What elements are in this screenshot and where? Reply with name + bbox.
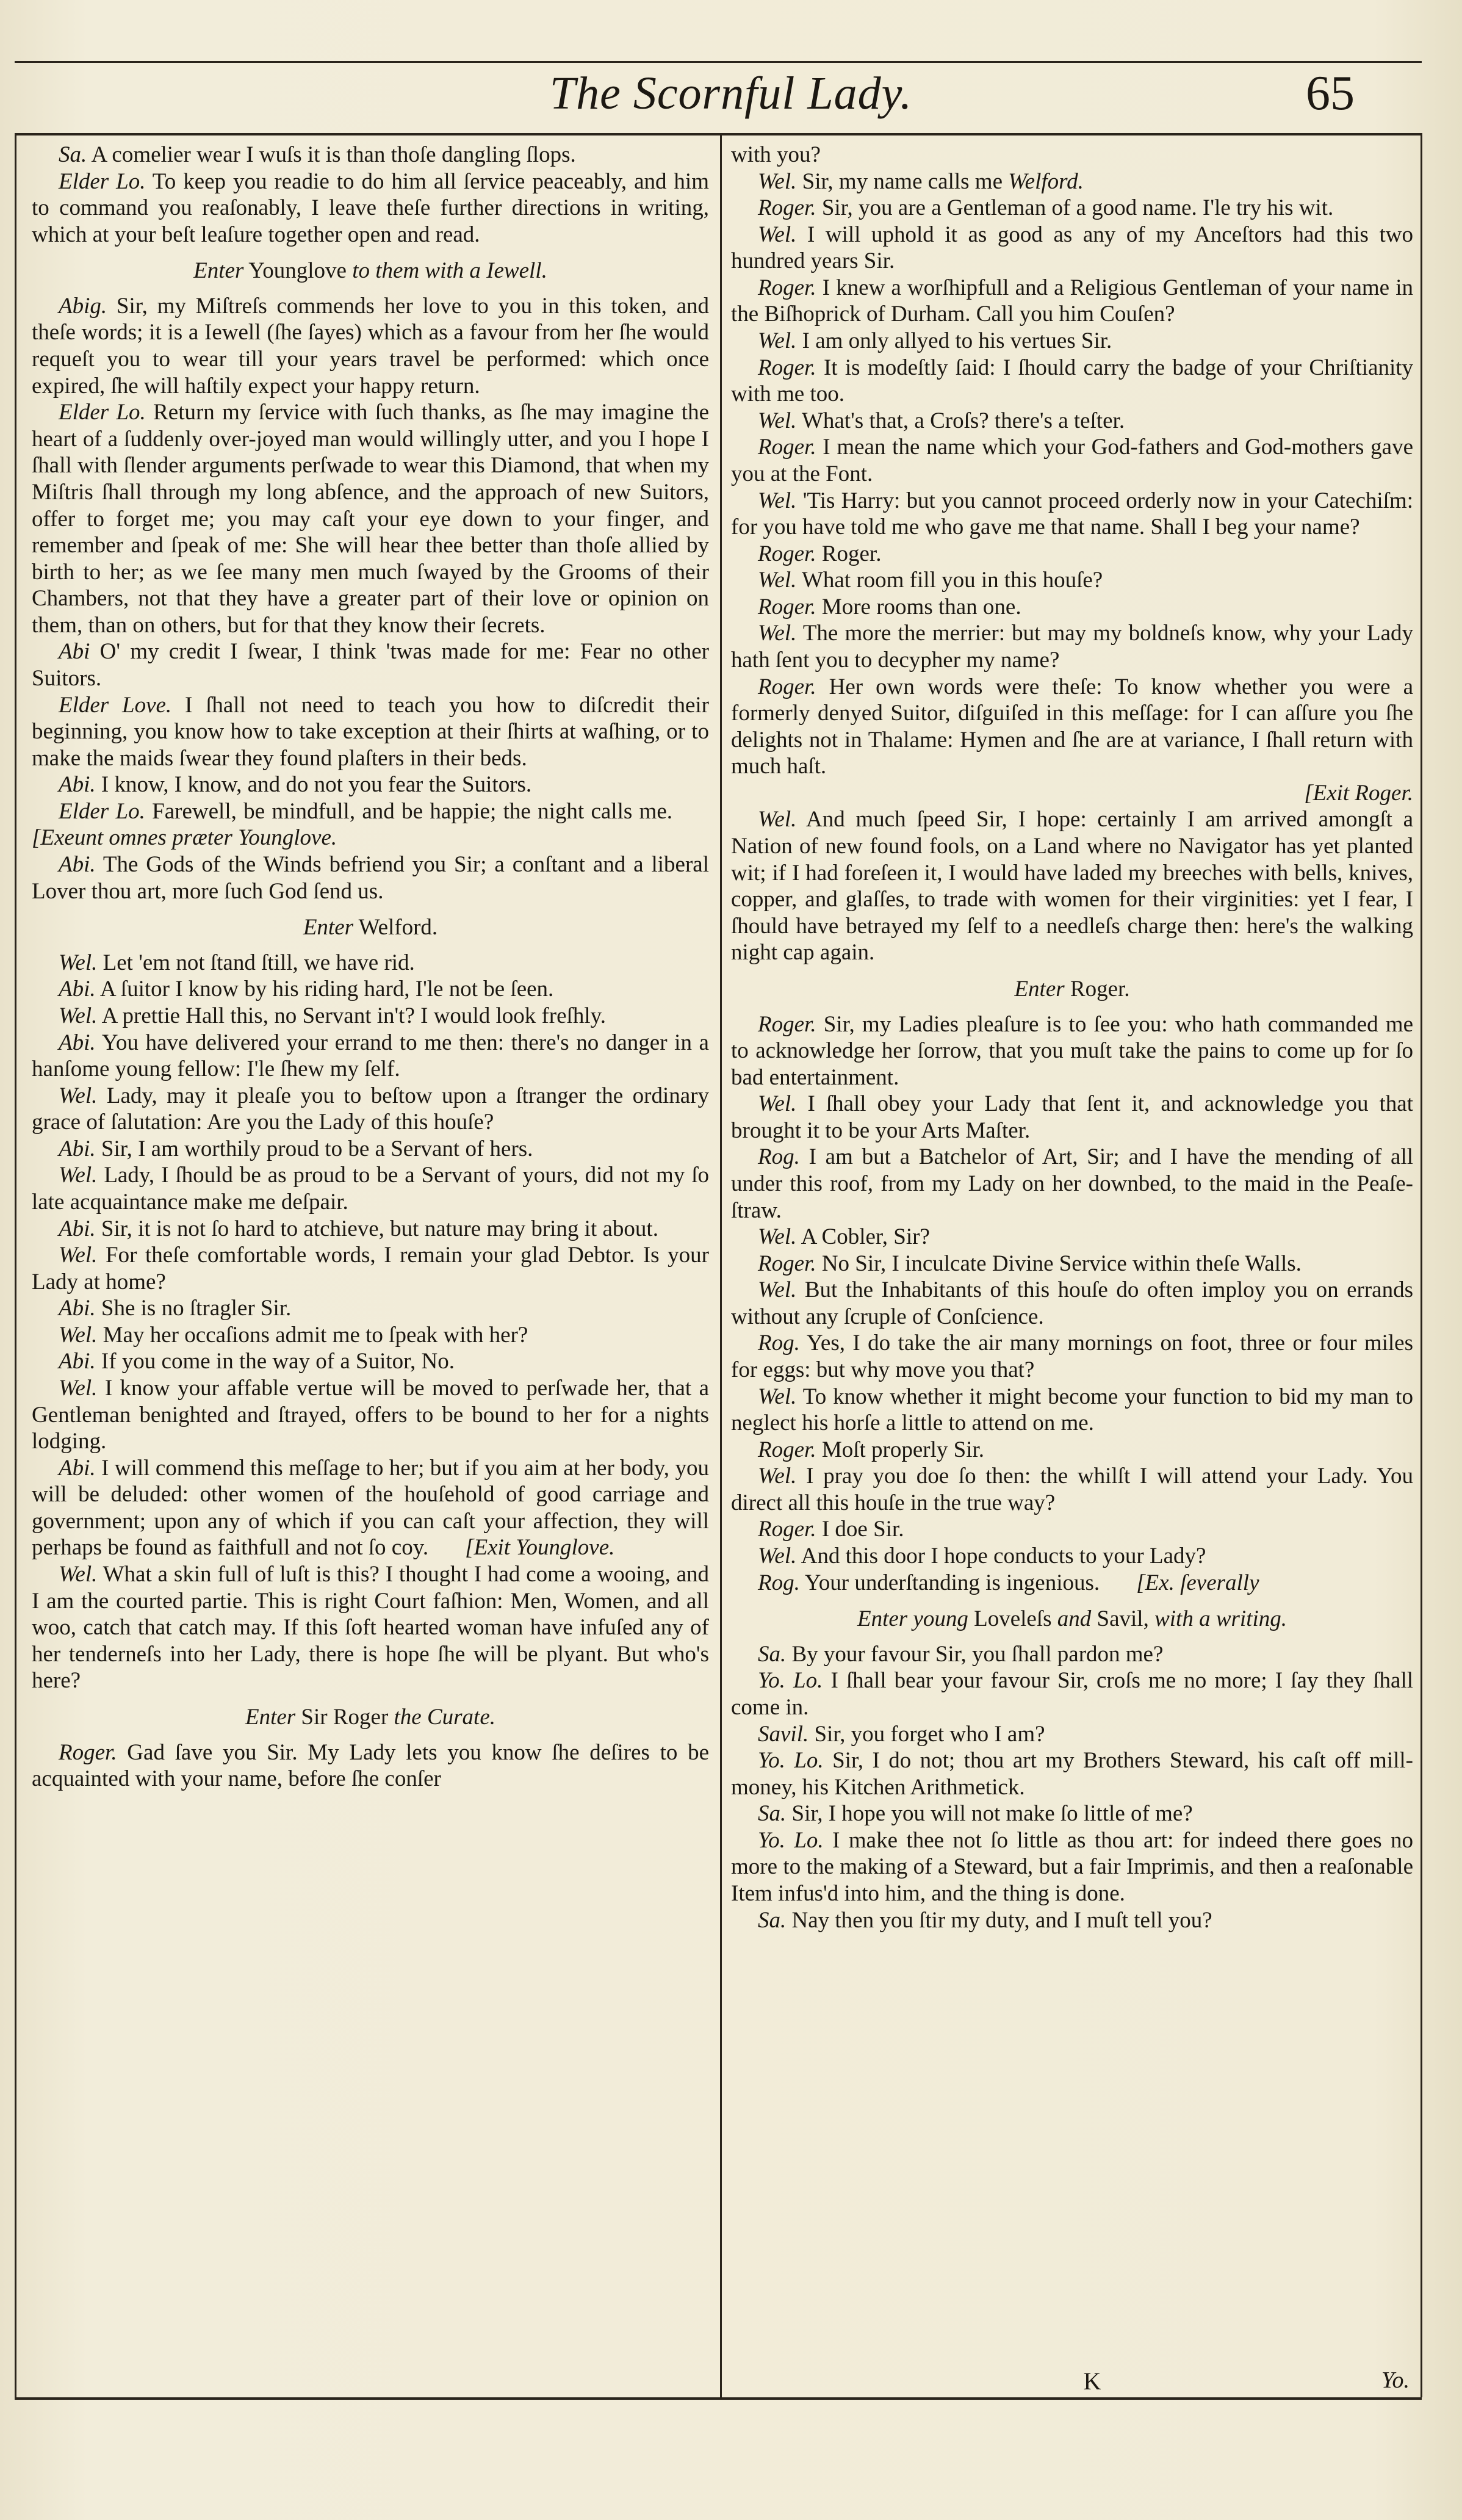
speech <box>731 674 1413 780</box>
speech <box>731 567 1413 594</box>
speaker-name: Rog. <box>758 1144 800 1170</box>
speaker-name: Wel. <box>758 1543 797 1569</box>
speech <box>731 168 1413 195</box>
speaker-name: Wel. <box>758 1224 797 1250</box>
speaker-name: Abi <box>59 639 90 665</box>
speech <box>731 1516 1413 1543</box>
speech-text: Sir, you are a Gentleman of a good name. I'le try his wit. <box>821 195 1334 221</box>
speaker-name: Sa. <box>59 142 87 167</box>
speech <box>731 1543 1413 1570</box>
speech-text: Sir, you forget who I am? <box>814 1721 1045 1747</box>
speaker-name: Savil. <box>758 1721 809 1747</box>
speech-text: Farewell, be mindfull, and be happie; the night calls me. <box>152 798 673 824</box>
speaker-name: Wel. <box>59 1322 98 1348</box>
speech <box>731 620 1413 673</box>
speech-text: I ſhall bear your favour Sir, croſs me no more; I ſay they ſhall come in. <box>731 1668 1413 1720</box>
speech <box>32 851 709 904</box>
speech-text: Yes, I do take the air many mornings on foot, three or four miles for eggs: but why move you that? <box>731 1330 1413 1383</box>
right-text-column <box>731 142 1413 2400</box>
speech-text: I knew a worſhipfull and a Religious Gentleman of your name in the Biſhoprick of Durham. Call you him Couſen? <box>731 275 1413 327</box>
speech <box>32 1083 709 1136</box>
speech <box>32 1030 709 1083</box>
speech-text: Sir, it is not ſo hard to atchieve, but nature may bring it about. <box>101 1216 658 1241</box>
speech-text: The more the merrier: but may my boldneſs know, why your Lady hath ſent you to decypher my name? <box>731 621 1413 673</box>
speech <box>731 1747 1413 1800</box>
speaker-name: Wel. <box>59 1163 98 1188</box>
speaker-name: Roger. <box>758 1437 816 1462</box>
speech <box>731 1224 1413 1251</box>
stage-direction-word: the Curate. <box>394 1704 496 1730</box>
header-rule <box>15 133 1422 135</box>
speaker-name: Sa. <box>758 1641 787 1667</box>
speech <box>32 1739 709 1793</box>
speech-text: Sir, my name calls me <box>802 168 1003 194</box>
speech <box>731 408 1413 435</box>
speech <box>731 222 1413 275</box>
speech <box>731 1827 1413 1907</box>
exit-direction <box>731 780 1413 807</box>
speech-text: By your favour Sir, you ſhall pardon me? <box>791 1641 1164 1667</box>
speech <box>32 1136 709 1163</box>
speaker-name: Abi. <box>59 1216 96 1241</box>
speech <box>32 1003 709 1030</box>
stage-direction <box>32 1704 709 1731</box>
character-name: Sir Roger <box>301 1704 389 1730</box>
speech-text: Nay then you ſtir my duty, and I muſt tell you? <box>791 1907 1212 1933</box>
speech <box>32 976 709 1003</box>
speaker-name: Wel. <box>758 1464 797 1489</box>
speech-continuation <box>731 142 1413 168</box>
speech-text: The Gods of the Winds befriend you Sir; a conſtant and a liberal Lover thou art, more ſuch God ſend us. <box>32 852 709 904</box>
speaker-name: Wel. <box>758 1384 797 1409</box>
speaker-name: Wel. <box>59 950 98 975</box>
speech-text: What a skin full of luſt is this? I thought I had come a wooing, and I am the courted partie. This is right Court faſhion: Men, Women, and all woo, catch that catch may. If this ſoft hearted woman have infuſed any of her tenderneſs into her Lady, there is hope ſhe will be plyant. But who's here? <box>32 1562 709 1694</box>
speech-text: But the Inhabitants of this houſe do often imploy you on errands without any ſcruple of Conſcience. <box>731 1277 1413 1329</box>
speaker-name: Wel. <box>758 1277 797 1303</box>
speech-text: I will commend this meſſage to her; but if you aim at her body, you will be deluded: other women of the houſehold of good carriage and government; upon any of which if you can caſt your affection, they will perhaps be found as faithfull and not ſo coy. <box>32 1455 709 1561</box>
speech <box>32 798 709 851</box>
speech <box>32 692 709 772</box>
speaker-name: Roger. <box>758 1251 816 1276</box>
speaker-name: Abi. <box>59 1030 96 1055</box>
signature-mark: K <box>1083 2367 1101 2395</box>
speaker-name: Wel. <box>758 328 797 354</box>
speech <box>731 275 1413 328</box>
stage-direction-word: and <box>1057 1606 1092 1632</box>
speech-text: Sir, my Miſtreſs commends her love to you in this token, and theſe words; it is a Iewell (ſhe ſayes) which as a favour from her ſhe would requeſt you to wear till your years travel be performed: which once expired, ſhe will haſtily expect your happy return. <box>32 293 709 399</box>
speaker-name: Abi. <box>59 977 96 1002</box>
speech-text: I am only allyed to his vertues Sir. <box>802 328 1112 354</box>
speech <box>731 541 1413 568</box>
speech-text-italic: Welford. <box>1008 168 1084 194</box>
speaker-name: Abi. <box>59 852 96 878</box>
speech <box>32 142 709 168</box>
speech <box>32 1348 709 1375</box>
stage-direction-word: Enter young <box>857 1606 968 1632</box>
speaker-name: Yo. Lo. <box>758 1827 824 1853</box>
speech <box>731 355 1413 408</box>
speech-text: Sir, my Ladies pleaſure is to ſee you: who hath commanded me to acknowledge her ſorrow, that you muſt take the pains to come up for ſo bad entertainment. <box>731 1011 1413 1090</box>
speaker-name: Roger. <box>758 275 816 300</box>
speech <box>32 168 709 248</box>
speaker-name: Sa. <box>758 1907 787 1933</box>
column-divider <box>720 133 722 2397</box>
right-border <box>1421 133 1422 2397</box>
speaker-name: Roger. <box>758 1011 816 1037</box>
stage-direction-word: Enter <box>1014 976 1065 1002</box>
speaker-name: Roger. <box>758 355 816 380</box>
speaker-name: Abi. <box>59 1136 96 1161</box>
stage-direction <box>32 258 709 284</box>
speech <box>32 1295 709 1322</box>
speech <box>731 594 1413 621</box>
stage-direction-word: Enter <box>193 258 244 284</box>
speaker-name: Rog. <box>758 1570 800 1595</box>
speech-text: A comelier wear I wuſs it is than thoſe dangling ſlops. <box>91 142 576 167</box>
speech-text: No Sir, I inculcate Divine Service within theſe Walls. <box>821 1251 1302 1276</box>
speech-text: And this door I hope conducts to your Lady? <box>801 1543 1206 1569</box>
speaker-name: Abi. <box>59 1349 96 1374</box>
speaker-name: Roger. <box>59 1739 117 1765</box>
speech-text: To know whether it might become your function to bid my man to neglect his horſe a little to attend on me. <box>731 1384 1413 1436</box>
speaker-name: Roger. <box>758 541 816 566</box>
character-name: Welford. <box>358 915 438 940</box>
character-name: Younglove <box>248 258 347 284</box>
speaker-name: Wel. <box>758 807 797 832</box>
speech-text: Lady, may it pleaſe you to beſtow upon a ſtranger the ordinary grace of ſalutation: Are you the Lady of this houſe? <box>32 1083 709 1135</box>
speech-text: It is modeſtly ſaid: I ſhould carry the badge of your Chriſtianity with me too. <box>731 355 1413 407</box>
exit-direction-text: [Exit Roger. <box>1304 780 1413 806</box>
speaker-name: Wel. <box>59 1083 98 1108</box>
stage-direction <box>32 914 709 941</box>
speaker-name: Sa. <box>758 1801 787 1827</box>
speaker-name: Wel. <box>59 1376 98 1401</box>
speaker-name: Yo. Lo. <box>758 1668 823 1694</box>
speaker-name: Roger. <box>758 594 816 619</box>
speech-text: I know your affable vertue will be moved to perſwade her, that a Gentleman benighted and ſtrayed, offers to be bound to her for a nights lodging. <box>32 1376 709 1454</box>
speaker-name: Wel. <box>758 222 797 247</box>
speaker-name: Wel. <box>758 168 797 194</box>
speaker-name: Roger. <box>758 1517 816 1542</box>
speaker-name: Elder Lo. <box>59 168 146 194</box>
speech-text: O' my credit I ſwear, I think 'twas made for me: Fear no other Suitors. <box>32 639 709 691</box>
speech <box>731 1641 1413 1668</box>
speech <box>731 1463 1413 1516</box>
speech <box>731 1144 1413 1224</box>
speech-text: Return my ſervice with ſuch thanks, as ſhe may imagine the heart of a ſuddenly over-joyed man would willingly utter, and you I hope I ſhall with ſlender arguments perſwade to wear this Diamond, that when my Miſtris ſhall through my long abſence, and the approach of new Suitors, offer to forget me; you may caſt your eye down to your finger, and remember and ſpeak of me: She will hear thee better than thoſe allied by birth to her; as we ſee many men much ſwayed by the Grooms of their Chambers, not that they have a greater part of their love or opinion on them, than on others, but for that they know their ſecrets. <box>32 400 709 638</box>
speech <box>32 1242 709 1295</box>
stage-direction-word: Enter <box>245 1704 296 1730</box>
speech <box>731 1437 1413 1464</box>
speaker-name: Elder Love. <box>59 692 172 718</box>
speech <box>731 1800 1413 1827</box>
speaker-name: Roger. <box>758 435 816 460</box>
exit-direction-text: [Exit Younglove. <box>465 1535 615 1561</box>
speech-text: A Cobler, Sir? <box>801 1224 930 1250</box>
speech-text: More rooms than one. <box>821 594 1021 619</box>
speaker-name: Roger. <box>758 195 816 221</box>
catchword: Yo. <box>1381 2367 1410 2393</box>
speech <box>731 434 1413 487</box>
speech-text: A prettie Hall this, no Servant in't? I would look freſhly. <box>101 1003 606 1028</box>
speech <box>731 1721 1413 1748</box>
speaker-name: Roger. <box>758 674 816 699</box>
speech <box>731 1667 1413 1720</box>
speech <box>731 1011 1413 1091</box>
speaker-name: Abi. <box>59 1455 96 1481</box>
speech-text: I pray you doe ſo then: the whilſt I will attend your Lady. You direct all this houſe in the true way? <box>731 1464 1413 1515</box>
speech <box>731 1091 1413 1144</box>
speech-text: 'Tis Harry: but you cannot proceed orderly now in your Catechiſm: for you have told me who gave me that name. Shall I beg your name? <box>731 488 1413 540</box>
speech <box>32 1162 709 1215</box>
speech-text: Gad ſave you Sir. My Lady lets you know ſhe deſires to be acquainted with your name, before ſhe conſer <box>32 1739 709 1792</box>
speech-text: To keep you readie to do him all ſervice peaceably, and him to command you reaſonably, I leave theſe further directions in writing, which at your beſt leaſure together open and read. <box>32 168 709 247</box>
left-border <box>15 133 16 2397</box>
stage-direction-word: to them with a Iewell. <box>352 258 547 284</box>
speech <box>731 1384 1413 1437</box>
page-number: 65 <box>1306 67 1355 120</box>
speaker-name: Abi. <box>59 772 96 798</box>
speech-text: A ſuitor I know by his riding hard, I'le not be ſeen. <box>99 977 554 1002</box>
speech-text: Lady, I ſhould be as proud to be a Servant of yours, did not my ſo late acquaintance make me deſpair. <box>32 1163 709 1215</box>
speech-text: I doe Sir. <box>821 1517 904 1542</box>
speech-text: Moſt properly Sir. <box>821 1437 985 1462</box>
speech-text: For theſe comfortable words, I remain your glad Debtor. Is your Lady at home? <box>32 1243 709 1294</box>
speech-text: Let 'em not ſtand ſtill, we have rid. <box>103 950 415 975</box>
speech-text: I will uphold it as good as any of my Anceſtors had this two hundred years Sir. <box>731 222 1413 274</box>
speaker-name: Wel. <box>59 1243 98 1268</box>
speaker-name: Yo. Lo. <box>758 1748 824 1774</box>
speech-text: What room fill you in this houſe? <box>801 568 1103 593</box>
speech <box>32 1455 709 1561</box>
exit-direction-text: [Ex. ſeverally <box>1136 1570 1259 1595</box>
speech <box>731 1330 1413 1383</box>
speech-text: I am but a Batchelor of Art, Sir; and I have the mending of all under this roof, from my Lady on her downbed, to the maid in the Peaſe-ſtraw. <box>731 1144 1413 1223</box>
speech <box>32 293 709 399</box>
speaker-name: Wel. <box>758 568 797 593</box>
speech-text: I mean the name which your God-fathers and God-mothers gave you at the Font. <box>731 435 1413 486</box>
speech <box>32 950 709 977</box>
speech <box>32 638 709 691</box>
running-title: The Scornful Lady. <box>549 68 913 119</box>
speaker-name: Rog. <box>758 1330 800 1356</box>
stage-direction-word: with a writing. <box>1154 1606 1287 1632</box>
speech <box>32 1561 709 1694</box>
speech-text: Your underſtanding is ingenious. <box>804 1570 1100 1595</box>
speech <box>731 488 1413 541</box>
speaker-name: Wel. <box>59 1562 98 1587</box>
speaker-name: Wel. <box>758 488 797 513</box>
speech-text: Sir, I do not; thou art my Brothers Steward, his caſt off mill-money, his Kitchen Arithmetick. <box>731 1748 1413 1800</box>
speaker-name: Wel. <box>59 1003 98 1028</box>
speech <box>731 328 1413 355</box>
speech <box>32 771 709 798</box>
speech-text: I ſhall obey your Lady that ſent it, and acknowledge you that brought it to be your Arts Maſter. <box>731 1091 1413 1143</box>
speech-text: I make thee not ſo little as thou art: for indeed there goes no more to the making of a Steward, but a fair Imprimis, and then a reaſonable Item infus'd into him, and the thing is done. <box>731 1827 1413 1906</box>
speech-text: What's that, a Croſs? there's a teſter. <box>801 408 1125 433</box>
speaker-name: Abig. <box>59 293 107 319</box>
speech <box>32 1375 709 1455</box>
stage-direction <box>731 1606 1413 1633</box>
speech-text: Her own words were theſe: To know whether you were a formerly denyed Suitor, diſguiſed in this meſſage: for I can aſſure you ſhe delights not in Thalame: Hymen and ſhe are at variance, I ſhall return with much haſt. <box>731 674 1413 779</box>
speaker-name: Elder Lo. <box>59 798 145 824</box>
character-name: Loveleſs <box>974 1606 1052 1632</box>
character-name: Savil, <box>1096 1606 1149 1632</box>
speech-text: If you come in the way of a Suitor, No. <box>101 1349 455 1374</box>
speech-text: Roger. <box>821 541 882 566</box>
speech <box>731 806 1413 966</box>
speech <box>32 1216 709 1243</box>
speech-text: And much ſpeed Sir, I hope: certainly I am arrived amongſt a Nation of new found fools, on a Land where no Navigator has yet planted wit; if I had foreſeen it, I would have laded my breeches with bells, knives, copper, and glaſſes, to trade with women for their virginities: yet I fear, I ſhould have betrayed my ſelf to a needleſs charge then: here's the walking night cap again. <box>731 807 1413 966</box>
speaker-name: Wel. <box>758 408 797 433</box>
speech <box>731 1907 1413 1934</box>
speaker-name: Elder Lo. <box>59 400 146 425</box>
speech-text: You have delivered your errand to me then: there's no danger in a hanſome young fellow: I'le ſhew my ſelf. <box>32 1030 709 1082</box>
speech <box>731 1251 1413 1277</box>
speech-text: I ſhall not need to teach you how to diſcredit their beginning, you know how to take exception at their ſhirts at waſhing, or to make the maids ſwear they found plaſters in their beds. <box>32 692 709 771</box>
character-name: Roger. <box>1070 976 1130 1002</box>
speech-text: with you? <box>731 142 821 167</box>
speech <box>32 1322 709 1349</box>
speech-text: I know, I know, and do not you fear the Suitors. <box>101 772 532 798</box>
stage-direction-word: Enter <box>303 915 354 940</box>
speech <box>731 195 1413 222</box>
speaker-name: Wel. <box>758 1091 797 1117</box>
exit-direction-text: [Exeunt omnes præter Younglove. <box>32 825 337 851</box>
speech <box>731 1277 1413 1330</box>
speaker-name: Wel. <box>758 621 797 646</box>
stage-direction <box>731 976 1413 1003</box>
speech <box>731 1570 1413 1597</box>
speaker-name: Abi. <box>59 1296 96 1321</box>
speech-text: She is no ſtragler Sir. <box>101 1296 292 1321</box>
speech-text: May her occaſions admit me to ſpeak with her? <box>103 1322 528 1348</box>
speech-text: Sir, I hope you will not make ſo little of me? <box>791 1801 1193 1827</box>
speech <box>32 399 709 638</box>
left-text-column <box>32 142 709 2400</box>
speech-text: Sir, I am worthily proud to be a Servant of hers. <box>101 1136 533 1161</box>
